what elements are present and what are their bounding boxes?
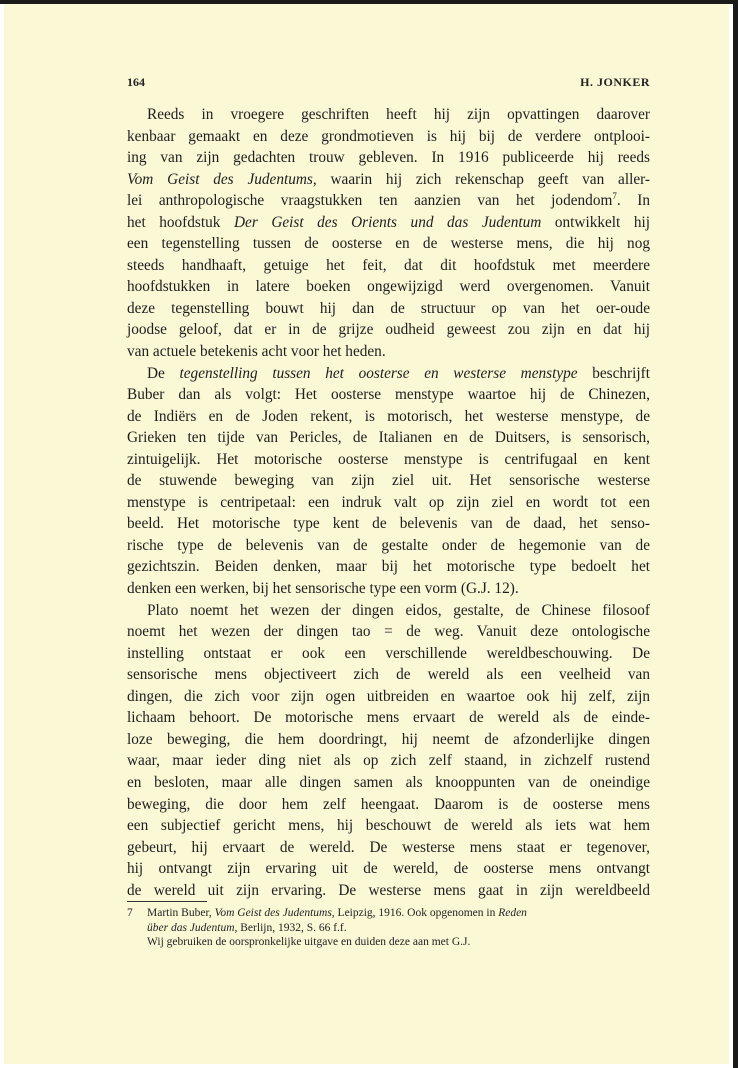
text-line: [127, 147, 650, 169]
text-run: hoofdstukken in latere boeken ongewijzigd werd overgenomen. Vanuit: [127, 278, 650, 296]
text-run: de stuwende beweging van zijn ziel uit. Het sensorische westerse: [127, 472, 650, 490]
text-run: ing van zijn gedachten trouw gebleven. In 1916 publiceerde hij reeds: [127, 149, 650, 167]
text-run: ontwikkelt hij: [541, 213, 650, 231]
text-run: waarin hij zich rekenschap geeft van aller-: [316, 170, 650, 188]
text-run: Grieken ten tijde van Pericles, de Italianen en de Duitsers, is sensorisch,: [127, 429, 650, 447]
text-line: [127, 643, 650, 665]
text-line: [127, 858, 650, 880]
text-run: het hoofdstuk: [127, 213, 234, 231]
text-line: [127, 513, 650, 535]
text-run: menstype is centripetaal: een indruk valt op zijn ziel en wordt tot een: [127, 493, 650, 511]
text-line: [127, 233, 650, 255]
text-run: Martin Buber,: [147, 907, 215, 919]
text-line: [127, 298, 650, 320]
italic-text: über das Judentum,: [147, 921, 238, 934]
text-line: [127, 535, 650, 557]
text-line: [127, 319, 650, 341]
text-run: rische type de belevenis van de gestalte onder de hegemonie van de: [127, 536, 650, 554]
text-line: [127, 686, 650, 708]
text-run: en besloten, maar alle dingen samen als knooppunten van de oneindige: [127, 773, 650, 791]
footnote-divider: [127, 901, 207, 902]
footnote-line: [127, 921, 650, 936]
text-line: [127, 621, 650, 643]
page-number: 164: [127, 75, 145, 89]
footnotes: [127, 906, 650, 950]
text-run: denken een werken, bij het sensorische type een vorm (G.J. 12).: [127, 580, 519, 598]
text-line: [127, 427, 650, 449]
text-run: loze beweging, die hem doordringt, hij neemt de afzonderlijke dingen: [127, 730, 650, 748]
text-line: [127, 880, 650, 902]
text-run: Wij gebruiken de oorspronkelijke uitgave en duiden deze aan met G.J.: [147, 936, 471, 948]
text-line: [127, 837, 650, 859]
text-run: Berlijn, 1932, S. 66 f.f.: [237, 921, 347, 934]
text-run: gezichtszin. Beiden denken, maar bij het motorische type bedoelt het: [127, 558, 650, 576]
text-line: [127, 363, 650, 385]
italic-text: Vom Geist des Judentums,: [127, 170, 317, 188]
text-run: waar, maar ieder ding niet als op zich zelf staand, in zichzelf rustend: [127, 752, 650, 770]
italic-text: Der Geist des Orients und das Judentum: [233, 213, 542, 231]
text-line: [127, 212, 650, 234]
text-run: steeds handhaaft, getuige het feit, dat dit hoofdstuk met meerdere: [127, 256, 650, 274]
text-run: Buber dan als volgt: Het oosterse menstype waartoe hij de Chinezen,: [127, 386, 650, 404]
text-run: deze tegenstelling bouwt hij dan de structuur op van het oer-oude: [127, 299, 650, 317]
text-run: Reeds in vroegere geschriften heeft hij zijn opvattingen daarover: [147, 106, 650, 123]
text-line: [127, 276, 650, 298]
text-run: beschrijft: [577, 364, 650, 382]
text-line: [127, 190, 650, 212]
text-run: een subjectief gericht mens, hij beschouwt de wereld als iets wat hem: [127, 817, 650, 835]
text-run: instelling ontstaat er ook een verschillende wereldbeschouwing. De: [127, 644, 650, 662]
text-run: Plato noemt het wezen der dingen eidos, gestalte, de Chinese filosoof: [147, 601, 650, 619]
text-line: [127, 169, 650, 191]
text-run: hij ontvangt zijn ervaring uit de wereld, de oosterse mens ontvangt: [127, 860, 650, 878]
footnote-line: [127, 935, 650, 950]
text-run: dingen, die zich voor zijn ogen uitbreiden en waartoe ook hij zelf, zijn: [127, 687, 650, 705]
text-line: [127, 600, 650, 622]
text-line: [127, 126, 650, 148]
text-line: [127, 772, 650, 794]
text-run: de wereld uit zijn ervaring. De westerse mens gaat in zijn wereldbeeld: [127, 881, 650, 899]
text-line: [127, 578, 650, 600]
text-line: [127, 492, 650, 514]
text-line: [127, 664, 650, 686]
text-line: [127, 794, 650, 816]
footnote-line: [127, 906, 650, 921]
footnote-number: 7: [127, 907, 133, 919]
text-run: beweging, die door hem zelf heengaat. Daarom is de oosterse mens: [127, 795, 650, 813]
text-run: lei anthropologische vraagstukken ten aanzien van het jodendom: [127, 192, 613, 210]
text-run: een tegenstelling tussen de oosterse en de westerse mens, die hij nog: [127, 235, 650, 253]
text-line: [127, 104, 650, 126]
text-run: kenbaar gemaakt en deze grondmotieven is hij bij de verdere ontplooi-: [127, 127, 650, 145]
text-run: beeld. Het motorische type kent de belevenis van de daad, het senso-: [127, 515, 650, 533]
text-run: zintuigelijk. Het motorische oosterse menstype is centrifugaal en kent: [127, 450, 650, 468]
text-line: [127, 815, 650, 837]
text-line: [127, 255, 650, 277]
text-line: [127, 384, 650, 406]
text-line: [127, 750, 650, 772]
text-run: de Indiërs en de Joden rekent, is motorisch, het westerse menstype, de: [127, 407, 650, 425]
footnote-reference: 7: [612, 191, 617, 202]
text-run: sensorische mens objectiveert zich de wereld als een veelheid van: [127, 666, 650, 684]
italic-text: Vom Geist des Judentums,: [214, 907, 335, 919]
text-line: [127, 556, 650, 578]
italic-text: tegenstelling tussen het oosterse en westerse menstype: [179, 364, 578, 382]
running-head-author: H. JONKER: [580, 75, 650, 89]
text-run: noemt het wezen der dingen tao = de weg. Vanuit deze ontologische: [127, 623, 650, 641]
text-run: De: [147, 364, 180, 382]
running-header: [127, 75, 650, 93]
scan-right-edge: [733, 0, 738, 1068]
text-line: [127, 729, 650, 751]
text-line: [127, 406, 650, 428]
text-run: Leipzig, 1916. Ook opgenomen in: [334, 907, 499, 919]
body-text: [127, 104, 650, 901]
text-run: gebeurt, hij ervaart de wereld. De westerse mens staat er tegenover,: [127, 838, 650, 856]
text-line: [127, 449, 650, 471]
text-run: lichaam behoort. De motorische mens ervaart de wereld als de einde-: [127, 709, 650, 727]
text-run: van actuele betekenis acht voor het heden.: [127, 343, 386, 361]
text-run: . In: [616, 192, 650, 210]
text-line: [127, 707, 650, 729]
text-line: [127, 341, 650, 363]
text-line: [127, 470, 650, 492]
text-run: joodse geloof, dat er in de grijze oudheid geweest zou zijn en dat hij: [127, 321, 650, 339]
italic-text: Reden: [498, 907, 527, 919]
